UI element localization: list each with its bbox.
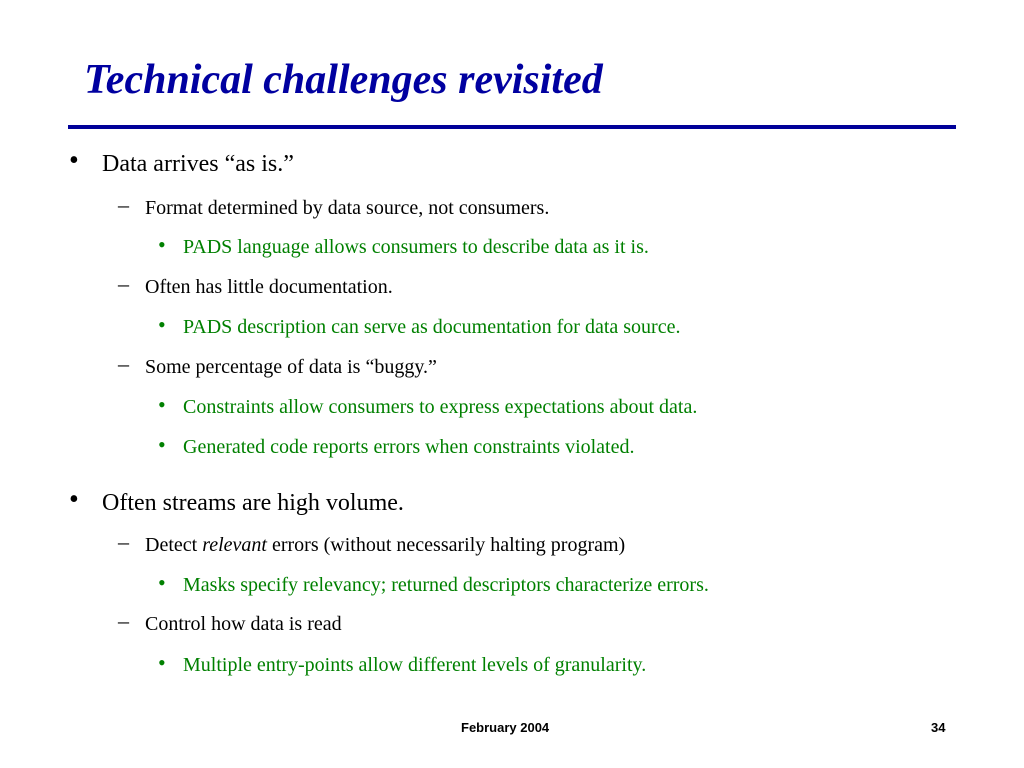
emphasis-text: relevant: [202, 534, 267, 556]
dash-icon: –: [118, 608, 129, 633]
bullet-item-level2: [118, 351, 437, 379]
bullet-item-level3: [158, 432, 635, 459]
bullet-text: Generated code reports errors when constraints violated.: [183, 436, 635, 458]
bullet-icon: •: [69, 484, 79, 515]
dash-icon: –: [118, 192, 129, 217]
bullet-item-level3: [158, 392, 698, 419]
dash-icon: –: [118, 351, 129, 376]
bullet-text-suffix: errors (without necessarily halting program): [266, 534, 626, 556]
bullet-text: Some percentage of data is “buggy.”: [145, 356, 437, 378]
footer-date: February 2004: [461, 720, 550, 735]
bullet-item-level2: [118, 192, 550, 220]
title-divider: [68, 125, 956, 129]
bullet-text: PADS language allows consumers to describe data as it is.: [183, 236, 649, 258]
bullet-icon: •: [158, 650, 166, 675]
bullet-item-level1: [69, 145, 294, 178]
slide-number: 34: [931, 720, 946, 735]
slide-title: Technical challenges revisited: [84, 57, 603, 103]
bullet-text: Constraints allow consumers to express expectations about data.: [183, 396, 698, 418]
bullet-item-level1: [69, 484, 404, 517]
bullet-item-level2: [118, 608, 342, 636]
bullet-icon: •: [158, 232, 166, 257]
bullet-item-level2: [118, 271, 393, 299]
dash-icon: –: [118, 271, 129, 296]
bullet-text: Control how data is read: [145, 613, 342, 635]
bullet-text: PADS description can serve as documentation for data source.: [183, 316, 681, 338]
bullet-text: Multiple entry-points allow different levels of granularity.: [183, 654, 647, 676]
bullet-item-level3: [158, 570, 709, 597]
bullet-text: Masks specify relevancy; returned descriptors characterize errors.: [183, 574, 709, 596]
bullet-icon: •: [158, 432, 166, 457]
bullet-icon: •: [158, 392, 166, 417]
bullet-icon: •: [69, 145, 79, 176]
dash-icon: –: [118, 529, 129, 554]
bullet-item-level3: [158, 312, 681, 339]
bullet-item-level3: [158, 650, 647, 677]
bullet-text: Often has little documentation.: [145, 276, 393, 298]
bullet-text-prefix: Detect: [145, 534, 203, 556]
bullet-item-level3: [158, 232, 649, 259]
bullet-icon: •: [158, 312, 166, 337]
bullet-text: Often streams are high volume.: [102, 490, 404, 516]
bullet-text: Format determined by data source, not consumers.: [145, 197, 550, 219]
bullet-item-level2: [118, 529, 626, 557]
bullet-text: Data arrives “as is.”: [102, 151, 294, 177]
bullet-icon: •: [158, 570, 166, 595]
